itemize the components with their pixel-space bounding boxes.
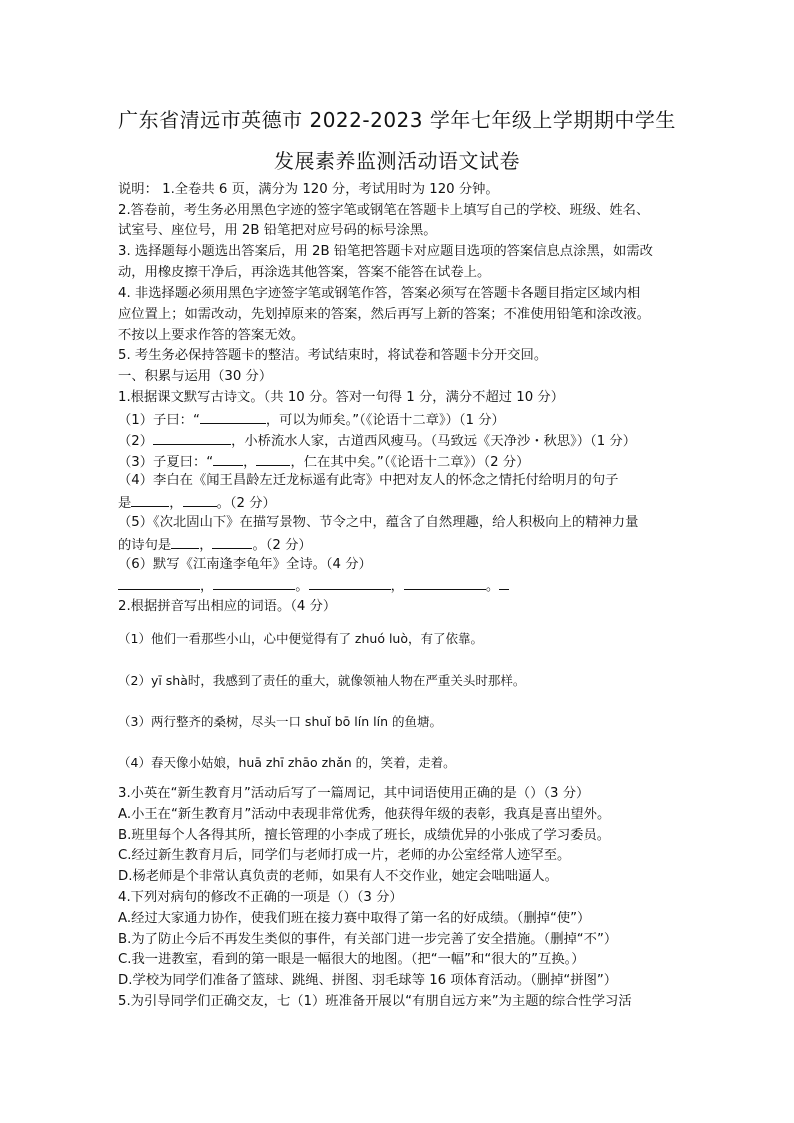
question-1-heading: 1.根据课文默写古诗文。（共 10 分。答对一句得 1 分，满分不超过 10 分） [118, 390, 565, 405]
q1-item-4-line-2: 是 ， 。（2 分） [118, 492, 276, 514]
answer-blank[interactable] [212, 534, 252, 549]
instructions-line: 不按以上要求作答的答案无效。 [118, 328, 305, 343]
instructions-line: 3. 选择题每小题选出答案后，用 2B 铅笔把答题卡对应题目选项的答案信息点涂黑，如需改 [118, 244, 653, 259]
q3-option-a: A.小王在“新生教育月”活动中表现非常优秀，他获得年级的表彰，我真是喜出望外。 [118, 807, 611, 822]
question-2-heading: 2.根据拼音写出相应的词语。（4 分） [118, 599, 337, 614]
q2-item-4: （4）春天像小姑娘，huā zhī zhāo zhǎn 的，笑着，走着。 [118, 755, 456, 770]
answer-blank[interactable] [131, 492, 169, 507]
answer-blank[interactable] [171, 534, 199, 549]
answer-blank[interactable] [153, 430, 231, 445]
answer-blank[interactable] [200, 409, 266, 424]
q4-option-c: C.我一进教室，看到的第一眼是一幅很大的地图。（把“一幅”和“很大的”互换。） [118, 952, 585, 967]
question-3-heading: 3.小英在“新生教育月”活动后写了一篇周记，其中词语使用正确的是（）（3 分） [118, 786, 590, 801]
q4-option-d: D.学校为同学们准备了篮球、跳绳、拼图、羽毛球等 16 项体育活动。（删掉“拼图”） [118, 973, 618, 988]
instructions-line: 动，用橡皮擦干净后，再涂选其他答案，答案不能答在试卷上。 [118, 265, 491, 280]
answer-blank[interactable] [404, 575, 486, 590]
q3-option-b: B.班里每个人各得其所，擅长管理的小李成了班长，成绩优异的小张成了学习委员。 [118, 828, 611, 843]
q1-item-4-line-1: （4）李白在《闻王昌龄左迁龙标遥有此寄》中把对友人的怀念之情托付给明月的句子 [118, 473, 619, 488]
q2-item-1: （1）他们一看那些小山，心中便觉得有了 zhuó luò，有了依靠。 [118, 631, 483, 646]
instructions-line: 2.答卷前，考生务必用黑色字迹的签字笔或钢笔在答题卡上填写自己的学校、班级、姓名、 [118, 203, 650, 218]
answer-blank[interactable] [213, 575, 295, 590]
exam-title-line-2: 发展素养监测活动语文试卷 [274, 149, 520, 173]
question-5-heading: 5.为引导同学们正确交友，七（1）班准备开展以“有朋自远方来”为主题的综合性学习活 [118, 994, 632, 1009]
q1-item-1: （1）子曰：“ ，可以为师矣。”（《论语十二章》）（1 分） [118, 409, 505, 431]
section-heading: 一、积累与运用（30 分） [118, 369, 273, 384]
q1-item-6: （6）默写《江南逢李龟年》全诗。（4 分） [118, 557, 372, 572]
q4-option-a: A.经过大家通力协作，使我们班在接力赛中取得了第一名的好成绩。（删掉“使”） [118, 911, 591, 926]
q4-option-b: B.为了防止今后不再发生类似的事件，有关部门进一步完善了安全措施。（删掉“不”） [118, 932, 618, 947]
answer-blank[interactable] [309, 575, 391, 590]
instructions-line: 4. 非选择题必须用黑色字迹签字笔或钢笔作答，答案必须写在答题卡各题目指定区域内相 [118, 286, 641, 301]
q2-item-3: （3）两行整齐的桑树，尽头一口 shuǐ bō lín lín 的鱼塘。 [118, 714, 442, 729]
instructions-line: 5. 考生务必保持答题卡的整洁。考试结束时，将试卷和答题卡分开交回。 [118, 348, 548, 363]
instructions-line: 应位置上；如需改动，先划掉原来的答案，然后再写上新的答案；不准使用铅笔和涂改液。 [118, 307, 650, 322]
answer-blank[interactable] [183, 492, 217, 507]
q1-item-3: （3）子夏曰：“ ， ，仁在其中矣。”（《论语十二章》）（2 分） [118, 451, 529, 473]
q1-item-5-line-1: （5）《次北固山下》在描写景物、节令之中，蕴含了自然理趣，给人积极向上的精神力量 [118, 515, 639, 530]
q1-item-2: （2） ，小桥流水人家，古道西风瘦马。（马致远《天净沙・秋思》）（1 分） [118, 430, 636, 452]
instructions-line: 试室号、座位号，用 2B 铅笔把对应号码的标号涂黑。 [118, 223, 437, 238]
answer-blank[interactable] [256, 451, 290, 466]
question-4-heading: 4.下列对病句的修改不正确的一项是（）（3 分） [118, 890, 403, 905]
instructions-line: 说明： 1.全卷共 6 页，满分为 120 分，考试用时为 120 分钟。 [118, 182, 499, 197]
q3-option-d: D.杨老师是个非常认真负责的老师，如果有人不交作业，她定会咄咄逼人。 [118, 869, 558, 884]
answer-blank[interactable] [118, 575, 200, 590]
q1-item-5-line-2: 的诗句是 ， 。（2 分） [118, 534, 312, 556]
q1-item-6-answer-line: ， 。 ， 。 [118, 575, 509, 597]
answer-blank[interactable] [499, 575, 509, 590]
answer-blank[interactable] [213, 451, 243, 466]
exam-title-line-1: 广东省清远市英德市 2022-2023 学年七年级上学期期中学生 [118, 108, 676, 132]
q3-option-c: C.经过新生教育月后，同学们与老师打成一片，老师的办公室经常人迹罕至。 [118, 848, 571, 863]
q2-item-2: （2）yī shà时，我感到了责任的重大，就像领袖人物在严重关头时那样。 [118, 673, 526, 688]
